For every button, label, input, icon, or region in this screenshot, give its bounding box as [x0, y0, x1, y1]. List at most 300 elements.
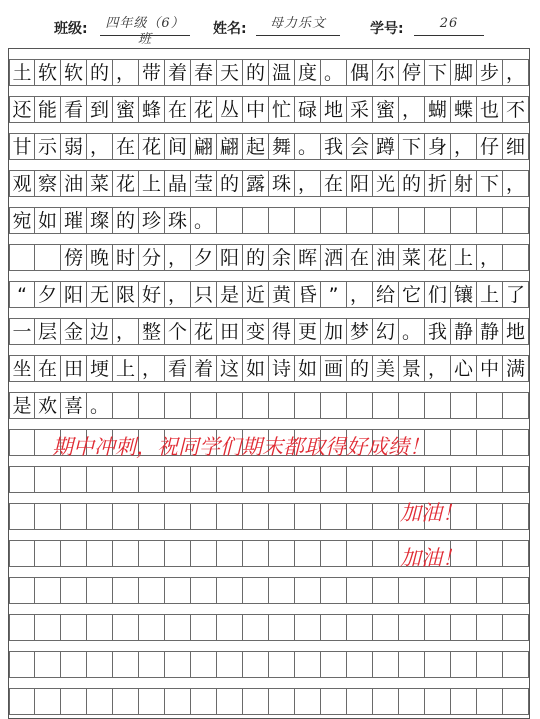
- grid-cell: 边: [87, 318, 113, 345]
- grid-cell: [9, 466, 35, 493]
- grid-cell: 观: [9, 170, 35, 197]
- grid-cell: [87, 503, 113, 530]
- grid-cell: ，: [425, 355, 451, 382]
- grid-cell: 折: [425, 170, 451, 197]
- grid-cell: 在: [35, 355, 61, 382]
- grid-cell: 景: [399, 355, 425, 382]
- grid-cell: 梦: [347, 318, 373, 345]
- grid-cell: 花: [113, 170, 139, 197]
- grid-cell: [165, 466, 191, 493]
- grid-cell: 静: [477, 318, 503, 345]
- grid-cell: 射: [451, 170, 477, 197]
- grid-cell: 油: [61, 170, 87, 197]
- grid-cell: [139, 577, 165, 604]
- grid-cell: 晶: [165, 170, 191, 197]
- grid-cell: 身: [425, 133, 451, 160]
- grid-cell: [477, 207, 503, 234]
- grid-cell: 下: [477, 170, 503, 197]
- grid-cell: 停: [399, 59, 425, 86]
- grid-cell: ，: [87, 133, 113, 160]
- grid-cell: 如: [295, 355, 321, 382]
- grid-cell: [191, 614, 217, 641]
- grid-cell: [9, 244, 35, 271]
- grid-cell: 翩: [191, 133, 217, 160]
- grid-cell: 心: [451, 355, 477, 382]
- grid-cell: 喜: [61, 392, 87, 419]
- grid-cell: 了: [503, 281, 529, 308]
- grid-cell: 的: [87, 59, 113, 86]
- grid-cell: [373, 688, 399, 715]
- grid-cell: [321, 207, 347, 234]
- grid-cell: 无: [87, 281, 113, 308]
- grid-cell: 珠: [269, 170, 295, 197]
- grid-cell: 度: [295, 59, 321, 86]
- grid-cell: 上: [139, 170, 165, 197]
- grid-cell: 诗: [269, 355, 295, 382]
- grid-row: [9, 392, 529, 419]
- grid-cell: [165, 503, 191, 530]
- grid-cell: [269, 688, 295, 715]
- grid-cell: 也: [477, 96, 503, 123]
- grid-cell: 蹲: [373, 133, 399, 160]
- grid-cell: [165, 614, 191, 641]
- grid-cell: [295, 688, 321, 715]
- grid-cell: [61, 577, 87, 604]
- grid-cell: [61, 503, 87, 530]
- grid-cell: 光: [373, 170, 399, 197]
- grid-cell: 中: [243, 96, 269, 123]
- grid-cell: 傍: [61, 244, 87, 271]
- grid-cell: ，: [477, 244, 503, 271]
- grid-cell: 下: [399, 133, 425, 160]
- grid-cell: [451, 429, 477, 456]
- grid-cell: 。: [87, 392, 113, 419]
- grid-cell: [295, 651, 321, 678]
- grid-cell: [347, 614, 373, 641]
- grid-cell: [295, 392, 321, 419]
- grid-cell: [191, 540, 217, 567]
- grid-cell: 在: [113, 133, 139, 160]
- grid-cell: [269, 614, 295, 641]
- grid-cell: 软: [61, 59, 87, 86]
- grid-cell: 昏: [295, 281, 321, 308]
- grid-cell: [9, 614, 35, 641]
- grid-cell: 带: [139, 59, 165, 86]
- grid-cell: [451, 392, 477, 419]
- grid-cell: 。: [399, 318, 425, 345]
- grid-cell: [321, 540, 347, 567]
- grid-cell: [373, 540, 399, 567]
- grid-cell: 中: [477, 355, 503, 382]
- grid-cell: [61, 688, 87, 715]
- grid-cell: 能: [35, 96, 61, 123]
- grid-cell: 欢: [35, 392, 61, 419]
- grid-cell: [87, 466, 113, 493]
- grid-cell: [347, 392, 373, 419]
- grid-cell: 阳: [347, 170, 373, 197]
- grid-cell: 。: [191, 207, 217, 234]
- grid-cell: [9, 503, 35, 530]
- grid-row: [9, 170, 529, 197]
- grid-cell: [243, 577, 269, 604]
- grid-cell: [373, 651, 399, 678]
- grid-cell: 翩: [217, 133, 243, 160]
- name-value: 母力乐文: [256, 16, 340, 36]
- grid-cell: [503, 466, 529, 493]
- grid-cell: 蝶: [451, 96, 477, 123]
- grid-row: [9, 466, 529, 493]
- grid-row: [9, 133, 529, 160]
- teacher-comment-cheer-2: 加油！: [400, 546, 463, 570]
- grid-cell: 到: [87, 96, 113, 123]
- grid-cell: 着: [165, 59, 191, 86]
- grid-cell: 是: [217, 281, 243, 308]
- composition-grid: [8, 48, 530, 719]
- grid-cell: 下: [425, 59, 451, 86]
- grid-cell: 着: [191, 355, 217, 382]
- grid-cell: [269, 503, 295, 530]
- grid-cell: [295, 577, 321, 604]
- grid-cell: 如: [35, 207, 61, 234]
- grid-cell: [503, 540, 529, 567]
- grid-cell: 看: [165, 355, 191, 382]
- grid-cell: [165, 688, 191, 715]
- grid-cell: [61, 651, 87, 678]
- grid-cell: [477, 577, 503, 604]
- grid-cell: [503, 651, 529, 678]
- grid-cell: 美: [373, 355, 399, 382]
- grid-cell: 夕: [35, 281, 61, 308]
- grid-cell: [217, 540, 243, 567]
- grid-cell: 这: [217, 355, 243, 382]
- grid-cell: 给: [373, 281, 399, 308]
- grid-cell: ，: [113, 318, 139, 345]
- grid-cell: 仔: [477, 133, 503, 160]
- grid-cell: [243, 466, 269, 493]
- grid-cell: [425, 392, 451, 419]
- grid-cell: 个: [165, 318, 191, 345]
- grid-row: [9, 59, 529, 86]
- grid-cell: 晚: [87, 244, 113, 271]
- grid-cell: ，: [451, 133, 477, 160]
- grid-cell: ，: [503, 59, 529, 86]
- grid-cell: [35, 651, 61, 678]
- grid-cell: [87, 577, 113, 604]
- grid-cell: [113, 540, 139, 567]
- grid-cell: 我: [425, 318, 451, 345]
- grid-cell: 夕: [191, 244, 217, 271]
- grid-cell: 碌: [295, 96, 321, 123]
- grid-cell: [399, 207, 425, 234]
- grid-cell: [477, 540, 503, 567]
- grid-cell: 甘: [9, 133, 35, 160]
- name-label: 姓名:: [213, 21, 247, 37]
- grid-cell: 是: [9, 392, 35, 419]
- grid-cell: [373, 207, 399, 234]
- grid-cell: 幻: [373, 318, 399, 345]
- grid-cell: 菜: [399, 244, 425, 271]
- grid-cell: [87, 651, 113, 678]
- grid-cell: [347, 207, 373, 234]
- grid-cell: [399, 466, 425, 493]
- grid-cell: [503, 392, 529, 419]
- grid-cell: [269, 577, 295, 604]
- grid-cell: [425, 207, 451, 234]
- grid-cell: 它: [399, 281, 425, 308]
- grid-row: [9, 577, 529, 604]
- grid-cell: [191, 392, 217, 419]
- grid-cell: 我: [321, 133, 347, 160]
- grid-cell: [243, 540, 269, 567]
- grid-cell: 埂: [87, 355, 113, 382]
- grid-cell: 的: [347, 355, 373, 382]
- grid-cell: [503, 614, 529, 641]
- grid-cell: [243, 651, 269, 678]
- grid-cell: [217, 688, 243, 715]
- grid-cell: [399, 392, 425, 419]
- grid-cell: [113, 614, 139, 641]
- grid-cell: 时: [113, 244, 139, 271]
- grid-cell: [451, 577, 477, 604]
- grid-cell: [113, 577, 139, 604]
- grid-cell: [139, 614, 165, 641]
- grid-cell: 还: [9, 96, 35, 123]
- grid-cell: 花: [191, 318, 217, 345]
- grid-cell: [243, 503, 269, 530]
- grid-cell: 蜜: [373, 96, 399, 123]
- grid-cell: 蜜: [113, 96, 139, 123]
- grid-cell: [35, 688, 61, 715]
- class-label: 班级:: [54, 21, 88, 37]
- grid-row: [9, 688, 529, 715]
- grid-cell: 宛: [9, 207, 35, 234]
- grid-cell: 更: [295, 318, 321, 345]
- grid-cell: [477, 503, 503, 530]
- grid-cell: [503, 503, 529, 530]
- grid-cell: 一: [9, 318, 35, 345]
- grid-cell: [321, 466, 347, 493]
- grid-cell: [295, 540, 321, 567]
- grid-cell: 花: [425, 244, 451, 271]
- grid-cell: 尔: [373, 59, 399, 86]
- grid-cell: 余: [269, 244, 295, 271]
- grid-cell: [373, 577, 399, 604]
- grid-cell: [217, 466, 243, 493]
- grid-cell: [269, 207, 295, 234]
- grid-cell: 地: [321, 96, 347, 123]
- grid-cell: [451, 688, 477, 715]
- grid-cell: [347, 688, 373, 715]
- grid-cell: ，: [399, 96, 425, 123]
- grid-cell: 洒: [321, 244, 347, 271]
- grid-cell: [451, 614, 477, 641]
- grid-cell: [113, 503, 139, 530]
- grid-cell: [399, 688, 425, 715]
- grid-cell: 阳: [61, 281, 87, 308]
- grid-cell: [503, 429, 529, 456]
- grid-cell: [295, 614, 321, 641]
- grid-cell: 露: [243, 170, 269, 197]
- grid-cell: 的: [113, 207, 139, 234]
- grid-cell: [373, 614, 399, 641]
- grid-cell: 的: [217, 170, 243, 197]
- grid-cell: 上: [477, 281, 503, 308]
- grid-cell: 镶: [451, 281, 477, 308]
- grid-cell: [503, 688, 529, 715]
- grid-cell: [61, 540, 87, 567]
- grid-cell: [503, 244, 529, 271]
- grid-cell: [217, 651, 243, 678]
- grid-cell: 只: [191, 281, 217, 308]
- grid-cell: [217, 577, 243, 604]
- grid-cell: 脚: [451, 59, 477, 86]
- grid-cell: 忙: [269, 96, 295, 123]
- grid-cell: 察: [35, 170, 61, 197]
- student-id-label: 学号:: [370, 21, 404, 37]
- grid-cell: [35, 503, 61, 530]
- grid-cell: 起: [243, 133, 269, 160]
- grid-cell: [87, 614, 113, 641]
- grid-cell: 限: [113, 281, 139, 308]
- grid-cell: 不: [503, 96, 529, 123]
- grid-cell: 步: [477, 59, 503, 86]
- grid-cell: ，: [113, 59, 139, 86]
- grid-cell: [347, 503, 373, 530]
- grid-cell: 变: [243, 318, 269, 345]
- grid-cell: 采: [347, 96, 373, 123]
- grid-cell: 田: [61, 355, 87, 382]
- grid-cell: [191, 466, 217, 493]
- grid-cell: [373, 466, 399, 493]
- grid-cell: [165, 651, 191, 678]
- grid-cell: [321, 577, 347, 604]
- grid-cell: [139, 540, 165, 567]
- grid-cell: ，: [165, 244, 191, 271]
- grid-cell: [399, 577, 425, 604]
- grid-cell: [321, 503, 347, 530]
- grid-cell: [321, 688, 347, 715]
- grid-cell: 加: [321, 318, 347, 345]
- grid-row: [9, 318, 529, 345]
- grid-cell: [269, 392, 295, 419]
- grid-cell: [321, 651, 347, 678]
- grid-cell: “: [9, 281, 35, 308]
- grid-cell: [477, 392, 503, 419]
- grid-cell: [165, 540, 191, 567]
- grid-cell: [35, 614, 61, 641]
- grid-cell: [217, 207, 243, 234]
- grid-cell: 坐: [9, 355, 35, 382]
- grid-cell: [9, 651, 35, 678]
- grid-cell: [477, 688, 503, 715]
- grid-cell: [243, 207, 269, 234]
- grid-cell: [451, 207, 477, 234]
- grid-cell: [269, 466, 295, 493]
- grid-cell: 晖: [295, 244, 321, 271]
- grid-cell: [165, 577, 191, 604]
- grid-cell: [139, 688, 165, 715]
- grid-row: [9, 651, 529, 678]
- grid-cell: [425, 651, 451, 678]
- grid-cell: [35, 244, 61, 271]
- grid-cell: [269, 651, 295, 678]
- grid-cell: [217, 503, 243, 530]
- grid-cell: 软: [35, 59, 61, 86]
- grid-cell: [139, 651, 165, 678]
- grid-cell: 看: [61, 96, 87, 123]
- grid-cell: 弱: [61, 133, 87, 160]
- grid-cell: ”: [321, 281, 347, 308]
- grid-cell: 在: [321, 170, 347, 197]
- grid-cell: 珠: [165, 207, 191, 234]
- grid-cell: 示: [35, 133, 61, 160]
- worksheet-header: [0, 0, 540, 47]
- grid-cell: 满: [503, 355, 529, 382]
- grid-cell: [243, 392, 269, 419]
- grid-cell: [425, 577, 451, 604]
- grid-cell: 蝴: [425, 96, 451, 123]
- grid-row: [9, 207, 529, 234]
- grid-cell: 。: [321, 59, 347, 86]
- grid-cell: 静: [451, 318, 477, 345]
- grid-cell: 丛: [217, 96, 243, 123]
- grid-cell: [295, 503, 321, 530]
- grid-cell: [295, 207, 321, 234]
- grid-cell: [191, 651, 217, 678]
- grid-cell: 的: [243, 59, 269, 86]
- grid-cell: [87, 540, 113, 567]
- grid-cell: [477, 614, 503, 641]
- grid-cell: 土: [9, 59, 35, 86]
- grid-cell: [9, 688, 35, 715]
- grid-cell: [113, 466, 139, 493]
- grid-cell: 温: [269, 59, 295, 86]
- grid-cell: [373, 392, 399, 419]
- grid-cell: ，: [139, 355, 165, 382]
- grid-cell: [347, 651, 373, 678]
- grid-cell: [477, 651, 503, 678]
- grid-cell: [9, 540, 35, 567]
- grid-cell: [191, 688, 217, 715]
- grid-cell: 在: [165, 96, 191, 123]
- grid-cell: [373, 503, 399, 530]
- grid-cell: 会: [347, 133, 373, 160]
- grid-row: [9, 355, 529, 382]
- grid-cell: [113, 688, 139, 715]
- grid-cell: ，: [347, 281, 373, 308]
- grid-cell: [347, 577, 373, 604]
- student-id-value: 26: [414, 16, 484, 36]
- grid-cell: [347, 540, 373, 567]
- grid-cell: 。: [295, 133, 321, 160]
- grid-cell: [87, 688, 113, 715]
- grid-cell: [35, 577, 61, 604]
- grid-cell: [35, 540, 61, 567]
- grid-cell: 油: [373, 244, 399, 271]
- grid-cell: [113, 392, 139, 419]
- grid-cell: [347, 466, 373, 493]
- grid-cell: [165, 392, 191, 419]
- grid-cell: 好: [139, 281, 165, 308]
- grid-cell: 画: [321, 355, 347, 382]
- grid-cell: 黄: [269, 281, 295, 308]
- grid-cell: 近: [243, 281, 269, 308]
- grid-cell: [9, 429, 35, 456]
- grid-cell: 间: [165, 133, 191, 160]
- grid-cell: 花: [139, 133, 165, 160]
- grid-cell: 菜: [87, 170, 113, 197]
- grid-cell: 花: [191, 96, 217, 123]
